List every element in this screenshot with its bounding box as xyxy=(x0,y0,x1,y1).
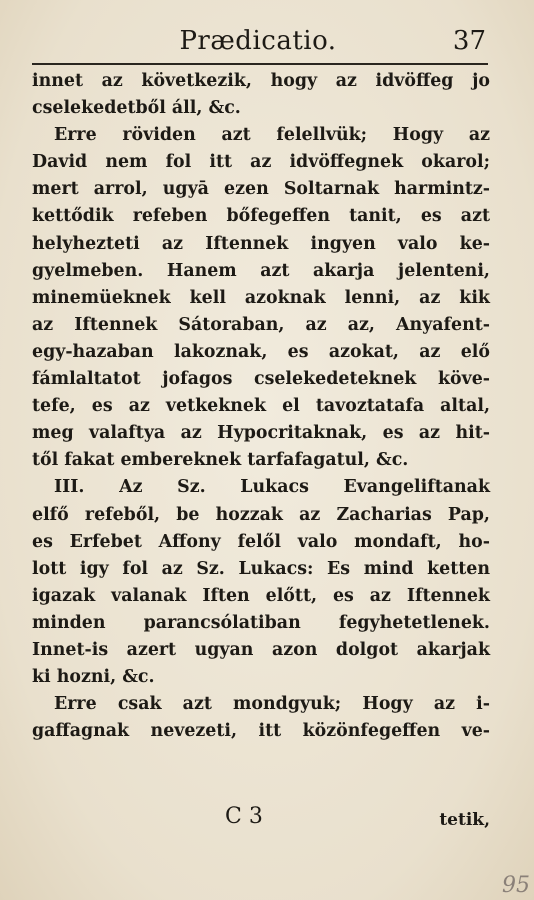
text-line: David nem fol itt az idvöffegnek okarol; xyxy=(32,152,490,173)
text-line: egy-hazaban lakoznak, es azokat, az elő xyxy=(32,341,490,362)
text-line: cselekedetből áll, &c. xyxy=(32,98,241,119)
signature-mark: C 3 xyxy=(225,804,263,829)
text-line: meg valaftya az Hypocritaknak, es az hit- xyxy=(32,423,490,444)
page-footer xyxy=(30,800,490,836)
handwritten-folio-number: 95 xyxy=(502,873,530,898)
text-line: fámlaltatot jofagos cselekedeteknek köve- xyxy=(32,369,490,390)
text-line: kettődik refeben bőfegeffen tanit, es azt xyxy=(32,206,490,227)
header-rule xyxy=(32,63,488,65)
text-line: gaffagnak nevezeti, itt közönfegeffen ve- xyxy=(32,721,490,742)
text-line: tefe, es az vetkeknek el tavoztatafa altal, xyxy=(32,396,490,417)
text-line: minden parancsólatiban fegyhetetlenek. xyxy=(32,612,490,633)
text-line: innet az következik, hogy az idvöffeg jo xyxy=(32,71,490,91)
text-line: mert arrol, ugyā ezen Soltarnak harmintz- xyxy=(32,179,490,200)
text-line: elfő refeből, be hozzak az Zacharias Pap, xyxy=(32,504,490,525)
text-line: minemüeknek kell azoknak lenni, az kik xyxy=(32,287,490,308)
page-header xyxy=(30,22,486,62)
text-line: gyelmeben. Hanem azt akarja jelenteni, xyxy=(32,260,490,281)
running-title: Prædicatio. xyxy=(179,26,337,56)
text-line: Erre röviden azt felellvük; Hogy az xyxy=(54,125,490,146)
page-number: 37 xyxy=(452,26,486,56)
text-line: III. Az Sz. Lukacs Evangeliftanak xyxy=(54,477,490,498)
catchword: tetik, xyxy=(439,810,490,830)
text-line: Erre csak azt mondgyuk; Hogy az i- xyxy=(54,694,490,715)
text-line: es Erfebet Affony felől valo mondaft, ho- xyxy=(32,531,490,552)
body-text xyxy=(32,68,490,745)
text-line: Innet-is azert ugyan azon dolgot akarjak xyxy=(32,639,490,660)
text-line: igazak valanak Iften előtt, es az Iftennek xyxy=(32,585,490,606)
text-line: ki hozni, &c. xyxy=(32,667,155,688)
text-line: lott igy fol az Sz. Lukacs: Es mind ketten xyxy=(32,558,490,579)
text-line: az Iftennek Sátoraban, az az, Anyafent- xyxy=(32,314,490,335)
text-line: től fakat embereknek tarfafagatul, &c. xyxy=(32,450,409,471)
text-line: helyhezteti az Iftennek ingyen valo ke- xyxy=(32,233,490,254)
